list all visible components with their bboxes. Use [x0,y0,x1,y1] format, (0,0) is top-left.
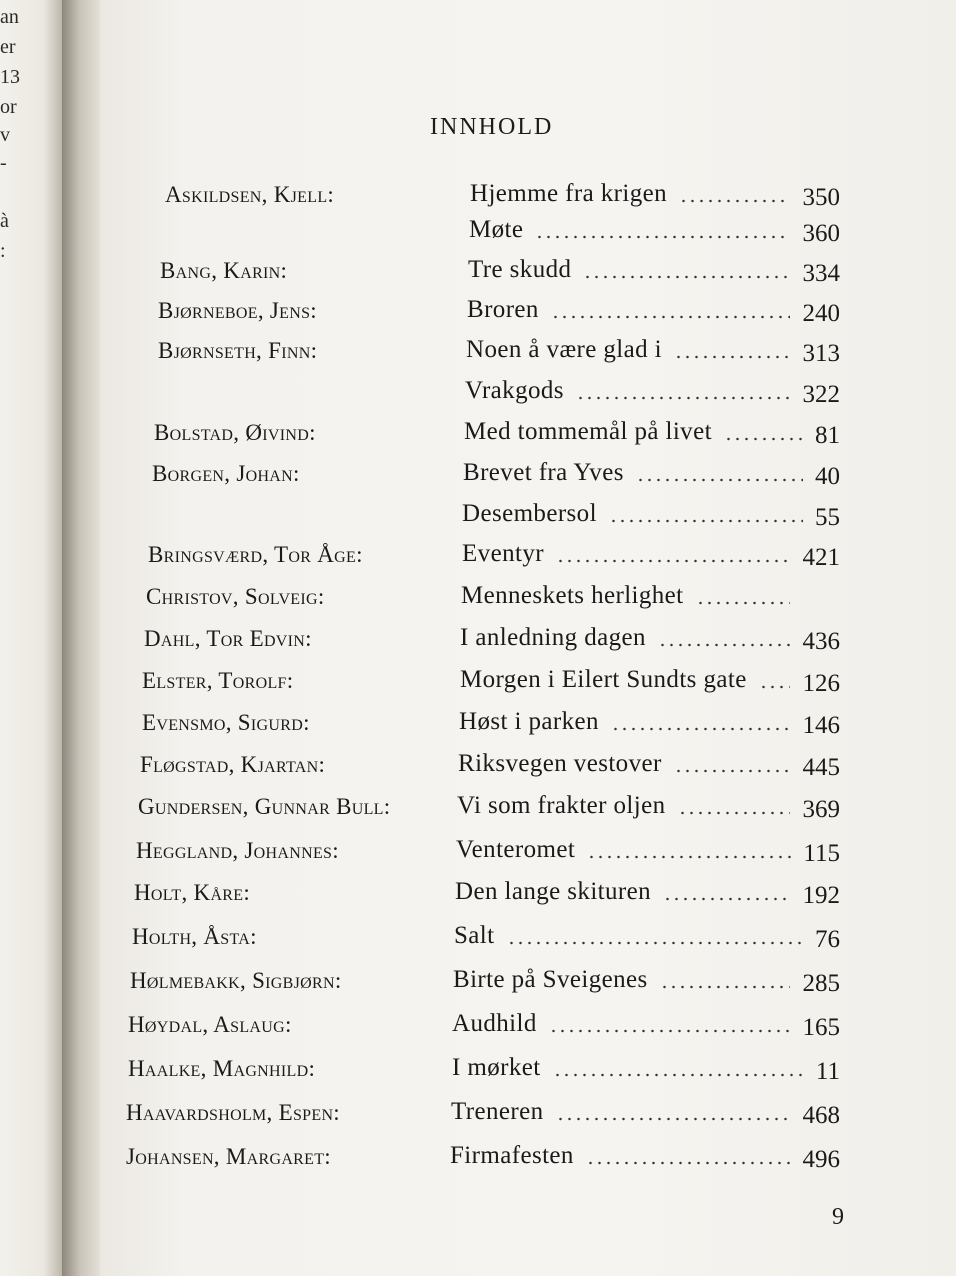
toc-title: Menneskets herlighet [461,582,684,609]
toc-page-number: 126 [802,670,840,697]
dot-leader [549,1029,790,1033]
toc-author: Haalke, Magnhild: [128,1056,316,1081]
toc-title: Vrakgods [465,377,564,404]
left-page-fragment: : [0,240,6,262]
toc-title: Firmafesten [450,1142,574,1169]
dot-leader [609,519,803,523]
page-number: 9 [832,1204,844,1230]
left-page-fragment: an [0,6,19,28]
toc-author: Holt, Kåre: [134,880,251,905]
toc-author: Bjørneboe, Jens: [158,298,317,323]
toc-author: Høydal, Aslaug: [128,1012,292,1037]
dot-leader [576,396,790,400]
toc-page-number: 76 [815,926,840,953]
dot-leader [724,437,803,441]
left-page-fragment: er [0,36,16,58]
toc-title: Riksvegen vestover [458,750,662,777]
left-page-edge [0,0,62,1276]
toc-title: Treneren [451,1098,544,1125]
toc-page-number: 360 [802,220,840,247]
toc-page-number: 40 [815,463,840,490]
toc-author: Bjørnseth, Finn: [158,338,318,363]
toc-author: Heggland, Johannes: [136,838,339,863]
toc-title: I mørket [452,1054,541,1081]
toc-page-number: 445 [802,754,840,781]
toc-title: Hjemme fra krigen [470,180,667,207]
toc-title: Birte på Sveigenes [453,966,648,993]
toc-author: Bolstad, Øivind: [154,420,316,445]
toc-author: Borgen, Johan: [152,461,300,486]
toc-title: Broren [467,296,539,323]
toc-author: Christov, Solveig: [146,584,325,609]
toc-title: Med tommemål på livet [464,418,712,445]
toc-author: Fløgstad, Kjartan: [140,752,326,777]
toc-page-number: 115 [803,840,840,867]
dot-leader [551,315,790,319]
left-page-fragment: 13 [0,66,20,88]
toc-page-number: 146 [802,712,840,739]
dot-leader [636,478,803,482]
toc-title: Eventyr [462,540,544,567]
toc-page-number: 322 [802,381,840,408]
dot-leader [658,643,790,647]
toc-page-number: 165 [802,1014,840,1041]
dot-leader [556,1117,790,1121]
left-page-fragment: à [0,210,9,232]
left-page-fragment: - [0,152,7,174]
dot-leader [556,559,790,563]
dot-leader [535,235,790,239]
dot-leader [553,1073,804,1077]
toc-page-number: 81 [815,422,840,449]
toc-page-number: 436 [802,628,840,655]
dot-leader [674,355,790,359]
toc-author: Holth, Åsta: [132,924,257,949]
toc-author: Johansen, Margaret: [126,1144,331,1169]
toc-page-number: 313 [802,340,840,367]
dot-leader [678,811,790,815]
toc-author: Elster, Torolf: [142,668,294,693]
toc-title: Vi som frakter oljen [457,792,666,819]
toc-author: Askildsen, Kjell: [165,182,335,207]
toc-title: Noen å være glad i [466,336,663,363]
dot-leader [587,855,791,859]
toc-page-number: 240 [802,300,840,327]
toc-title: Audhild [452,1010,537,1037]
toc-title: Høst i parken [459,708,599,735]
toc-title: I anledning dagen [460,624,646,651]
toc-author: Hølmebakk, Sigbjørn: [130,968,342,993]
toc-page-number: 421 [802,544,840,571]
toc-author: Bang, Karin: [160,258,288,283]
dot-leader [696,601,790,605]
toc-author: Bringsværd, Tor Åge: [148,542,363,567]
left-page-fragment: v [0,124,10,146]
toc-title: Morgen i Eilert Sundts gate [460,666,747,693]
toc-page-number: 468 [802,1102,840,1129]
toc-page-number: 285 [802,970,840,997]
toc-page-number: 369 [802,796,840,823]
dot-leader [674,769,790,773]
toc-page-number: 334 [802,260,840,287]
dot-leader [611,727,790,731]
toc-author: Gundersen, Gunnar Bull: [138,794,391,819]
toc-title: Venteromet [456,836,576,863]
dot-leader [759,685,790,689]
dot-leader [679,199,790,203]
dot-leader [660,985,790,989]
toc-title: Møte [469,216,524,243]
dot-leader [586,1161,790,1165]
toc-page-number: 496 [802,1146,840,1173]
toc-page-number: 55 [815,504,840,531]
toc-author: Dahl, Tor Edvin: [144,626,312,651]
toc-page-number: 350 [802,184,840,211]
dot-leader [583,275,790,279]
toc-page-number: 11 [815,1058,840,1085]
book-gutter [62,0,102,1276]
left-page-fragment: or [0,96,17,118]
toc-author: Evensmo, Sigurd: [142,710,310,735]
toc-title: Brevet fra Yves [463,459,624,486]
dot-leader [663,897,790,901]
toc-title: Desembersol [462,500,597,527]
toc-title: Tre skudd [468,256,572,283]
toc-author: Haavardsholm, Espen: [126,1100,341,1125]
toc-page-number: 192 [802,882,840,909]
dot-leader [507,941,803,945]
toc-title: Den lange skituren [455,878,652,905]
page-heading: INNHOLD [430,114,554,140]
toc-title: Salt [454,922,495,949]
